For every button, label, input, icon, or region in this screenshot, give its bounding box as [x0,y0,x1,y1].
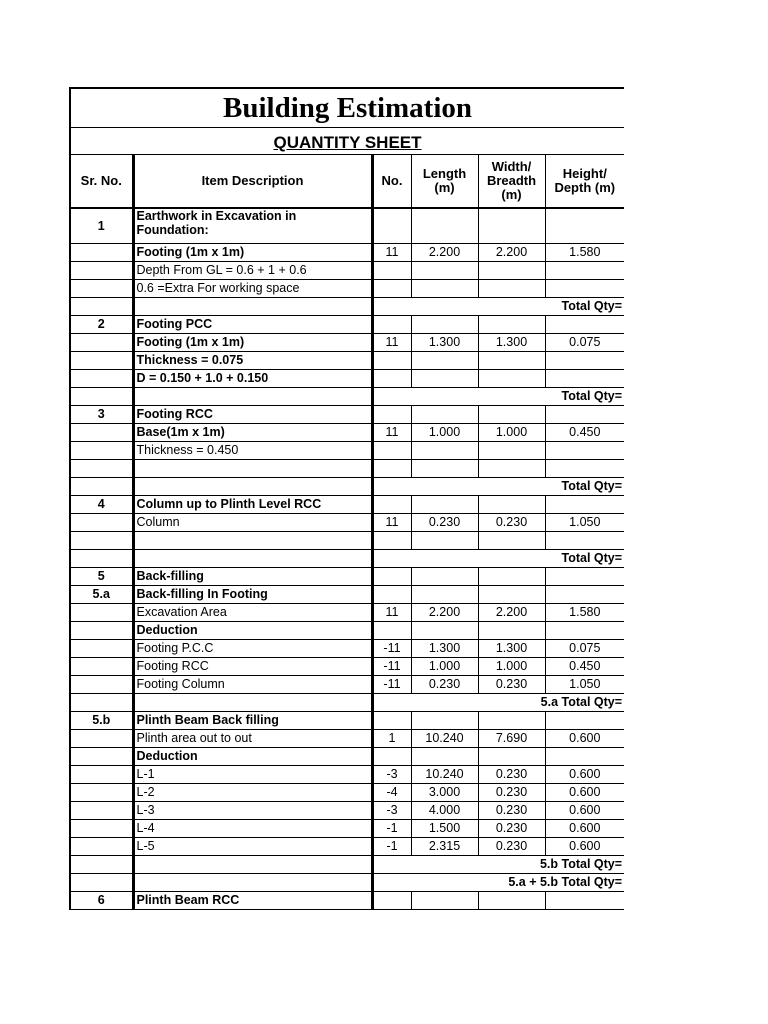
height-cell [545,622,624,640]
length-cell [411,532,478,550]
no-cell [372,370,411,388]
total-row [70,856,624,874]
sr-no-cell [70,334,133,352]
table-row [70,442,624,460]
height-cell [545,208,624,244]
item-description-cell [133,874,372,892]
sr-no-cell [70,838,133,856]
width-cell [478,280,545,298]
width-cell [478,370,545,388]
total-qty-label: Total Qty= [372,478,624,496]
sr-no-cell [70,820,133,838]
no-cell [372,406,411,424]
item-description-cell [133,532,372,550]
sr-no-cell [70,658,133,676]
item-description-cell: Footing P.C.C [133,640,372,658]
width-cell: 1.000 [478,424,545,442]
total-row [70,550,624,568]
sr-no-cell [70,352,133,370]
total-row [70,874,624,892]
no-cell [372,442,411,460]
item-description-cell: Footing RCC [133,658,372,676]
no-cell [372,712,411,730]
length-cell [411,748,478,766]
width-cell: 7.690 [478,730,545,748]
total-row [70,298,624,316]
width-cell [478,496,545,514]
height-cell: 1.050 [545,514,624,532]
height-cell [545,748,624,766]
item-description-cell: L-4 [133,820,372,838]
table-row [70,370,624,388]
item-description-cell: Base(1m x 1m) [133,424,372,442]
width-cell: 0.230 [478,766,545,784]
width-cell: 0.230 [478,838,545,856]
table-row [70,730,624,748]
item-description-cell: Back-filling [133,568,372,586]
width-cell: 1.300 [478,640,545,658]
height-cell: 1.050 [545,676,624,694]
item-description-cell: Column up to Plinth Level RCC [133,496,372,514]
sr-no-cell [70,298,133,316]
width-cell: 0.230 [478,820,545,838]
item-description-cell [133,550,372,568]
length-cell [411,442,478,460]
sr-no-cell [70,802,133,820]
length-cell [411,352,478,370]
item-description-cell: Footing (1m x 1m) [133,334,372,352]
table-row [70,316,624,334]
sr-no-cell: 1 [70,208,133,244]
no-cell: -11 [372,640,411,658]
header-no: No. [372,155,411,209]
length-cell [411,208,478,244]
total-qty-label: Total Qty= [372,388,624,406]
height-cell [545,370,624,388]
item-description-cell [133,694,372,712]
height-cell [545,352,624,370]
sr-no-cell [70,766,133,784]
length-cell: 1.000 [411,658,478,676]
height-cell [545,262,624,280]
item-description-cell: L-1 [133,766,372,784]
table-row [70,514,624,532]
total-qty-label: Total Qty= [372,550,624,568]
total-row [70,388,624,406]
width-cell [478,442,545,460]
width-cell [478,622,545,640]
item-description-cell [133,298,372,316]
height-cell [545,280,624,298]
total-row [70,694,624,712]
item-description-cell [133,478,372,496]
height-cell [545,496,624,514]
table-row [70,622,624,640]
height-cell: 0.600 [545,784,624,802]
table-row [70,784,624,802]
no-cell: 11 [372,244,411,262]
sr-no-cell [70,784,133,802]
item-description-cell: L-2 [133,784,372,802]
sr-no-cell [70,460,133,478]
header-sr-no: Sr. No. [70,155,133,209]
table-row [70,460,624,478]
no-cell [372,586,411,604]
no-cell [372,460,411,478]
item-description-cell: 0.6 =Extra For working space [133,280,372,298]
width-cell [478,748,545,766]
table-row [70,262,624,280]
sr-no-cell [70,874,133,892]
table-row [70,748,624,766]
sr-no-cell [70,622,133,640]
no-cell: 1 [372,730,411,748]
no-cell [372,208,411,244]
length-cell [411,460,478,478]
page-title: Building Estimation [70,88,624,128]
sr-no-cell [70,370,133,388]
width-cell: 0.230 [478,802,545,820]
length-cell: 1.000 [411,424,478,442]
table-row [70,532,624,550]
width-cell [478,568,545,586]
height-cell: 0.600 [545,838,624,856]
height-cell: 0.450 [545,658,624,676]
height-cell [545,406,624,424]
height-cell [545,316,624,334]
height-cell: 1.580 [545,244,624,262]
sheet-subtitle: QUANTITY SHEET [70,128,624,155]
no-cell [372,352,411,370]
item-description-cell: Thickness = 0.450 [133,442,372,460]
width-cell [478,712,545,730]
width-cell [478,892,545,910]
item-description-cell: Plinth Beam Back filling [133,712,372,730]
sr-no-cell [70,748,133,766]
sr-no-cell [70,442,133,460]
length-cell: 2.200 [411,244,478,262]
height-cell [545,460,624,478]
length-cell: 4.000 [411,802,478,820]
length-cell [411,406,478,424]
width-cell [478,532,545,550]
table-row [70,676,624,694]
sr-no-cell [70,730,133,748]
no-cell: 11 [372,424,411,442]
width-cell [478,316,545,334]
width-cell: 0.230 [478,676,545,694]
sr-no-cell: 2 [70,316,133,334]
no-cell: -1 [372,838,411,856]
length-cell [411,496,478,514]
height-cell [545,712,624,730]
item-description-cell: Plinth area out to out [133,730,372,748]
no-cell: 11 [372,604,411,622]
total-row [70,478,624,496]
length-cell [411,586,478,604]
height-cell [545,586,624,604]
no-cell: -3 [372,766,411,784]
height-cell: 0.075 [545,334,624,352]
table-row [70,820,624,838]
table-row [70,208,624,244]
length-cell [411,370,478,388]
sr-no-cell [70,532,133,550]
sr-no-cell [70,640,133,658]
length-cell [411,280,478,298]
no-cell [372,496,411,514]
width-cell [478,460,545,478]
height-cell: 1.580 [545,604,624,622]
no-cell [372,316,411,334]
sr-no-cell: 5 [70,568,133,586]
table-row [70,568,624,586]
width-cell: 1.000 [478,658,545,676]
item-description-cell: Deduction [133,748,372,766]
no-cell [372,532,411,550]
item-description-cell: Earthwork in Excavation in Foundation: [133,208,372,244]
table-row [70,766,624,784]
table-row [70,352,624,370]
length-cell [411,622,478,640]
length-cell: 1.300 [411,334,478,352]
no-cell [372,748,411,766]
height-cell: 0.600 [545,802,624,820]
length-cell: 1.500 [411,820,478,838]
table-row [70,406,624,424]
item-description-cell: Column [133,514,372,532]
header-row [70,155,624,209]
header-width: Width/ Breadth (m) [478,155,545,209]
item-description-cell: Excavation Area [133,604,372,622]
length-cell [411,892,478,910]
height-cell: 0.600 [545,766,624,784]
length-cell: 0.230 [411,676,478,694]
height-cell [545,442,624,460]
header-length: Length (m) [411,155,478,209]
height-cell: 0.600 [545,730,624,748]
item-description-cell: Footing PCC [133,316,372,334]
no-cell [372,280,411,298]
sr-no-cell [70,676,133,694]
length-cell: 1.300 [411,640,478,658]
length-cell: 10.240 [411,766,478,784]
table-row [70,892,624,910]
sr-no-cell [70,514,133,532]
sr-no-cell [70,550,133,568]
header-height: Height/ Depth (m) [545,155,624,209]
item-description-cell [133,460,372,478]
height-cell [545,568,624,586]
table-row [70,838,624,856]
no-cell: -1 [372,820,411,838]
item-description-cell [133,388,372,406]
no-cell [372,622,411,640]
no-cell: -11 [372,676,411,694]
width-cell [478,262,545,280]
length-cell [411,568,478,586]
no-cell: -3 [372,802,411,820]
sr-no-cell: 5.a [70,586,133,604]
total-qty-label: 5.a + 5.b Total Qty= [372,874,624,892]
length-cell: 0.230 [411,514,478,532]
item-description-cell: Depth From GL = 0.6 + 1 + 0.6 [133,262,372,280]
width-cell: 0.230 [478,514,545,532]
estimation-table [69,87,624,910]
item-description-cell: Plinth Beam RCC [133,892,372,910]
table-row [70,244,624,262]
height-cell: 0.075 [545,640,624,658]
sr-no-cell [70,694,133,712]
no-cell: 11 [372,334,411,352]
sr-no-cell: 4 [70,496,133,514]
sr-no-cell [70,388,133,406]
sr-no-cell [70,856,133,874]
table-row [70,658,624,676]
no-cell: -4 [372,784,411,802]
sr-no-cell [70,424,133,442]
length-cell [411,262,478,280]
length-cell [411,316,478,334]
sr-no-cell: 5.b [70,712,133,730]
table-row [70,712,624,730]
sr-no-cell [70,280,133,298]
length-cell: 3.000 [411,784,478,802]
item-description-cell: Thickness = 0.075 [133,352,372,370]
width-cell: 2.200 [478,244,545,262]
sr-no-cell: 3 [70,406,133,424]
length-cell: 10.240 [411,730,478,748]
total-qty-label: Total Qty= [372,298,624,316]
quantity-sheet [69,87,623,910]
sr-no-cell [70,262,133,280]
width-cell [478,406,545,424]
header-item-description: Item Description [133,155,372,209]
total-qty-label: 5.b Total Qty= [372,856,624,874]
item-description-cell: L-3 [133,802,372,820]
no-cell [372,892,411,910]
no-cell: -11 [372,658,411,676]
item-description-cell: Footing (1m x 1m) [133,244,372,262]
sr-no-cell [70,244,133,262]
height-cell [545,532,624,550]
table-row [70,802,624,820]
height-cell: 0.450 [545,424,624,442]
height-cell [545,892,624,910]
width-cell [478,352,545,370]
length-cell: 2.200 [411,604,478,622]
table-row [70,586,624,604]
total-qty-label: 5.a Total Qty= [372,694,624,712]
width-cell [478,208,545,244]
table-row [70,334,624,352]
width-cell: 0.230 [478,784,545,802]
no-cell [372,262,411,280]
no-cell: 11 [372,514,411,532]
table-row [70,640,624,658]
item-description-cell: L-5 [133,838,372,856]
length-cell [411,712,478,730]
item-description-cell [133,856,372,874]
sr-no-cell [70,478,133,496]
item-description-cell: Back-filling In Footing [133,586,372,604]
table-row [70,424,624,442]
length-cell: 2.315 [411,838,478,856]
table-row [70,604,624,622]
sr-no-cell [70,604,133,622]
width-cell: 2.200 [478,604,545,622]
width-cell: 1.300 [478,334,545,352]
sr-no-cell: 6 [70,892,133,910]
table-row [70,496,624,514]
height-cell: 0.600 [545,820,624,838]
item-description-cell: Deduction [133,622,372,640]
item-description-cell: Footing RCC [133,406,372,424]
table-row [70,280,624,298]
item-description-cell: Footing Column [133,676,372,694]
item-description-cell: D = 0.150 + 1.0 + 0.150 [133,370,372,388]
no-cell [372,568,411,586]
width-cell [478,586,545,604]
